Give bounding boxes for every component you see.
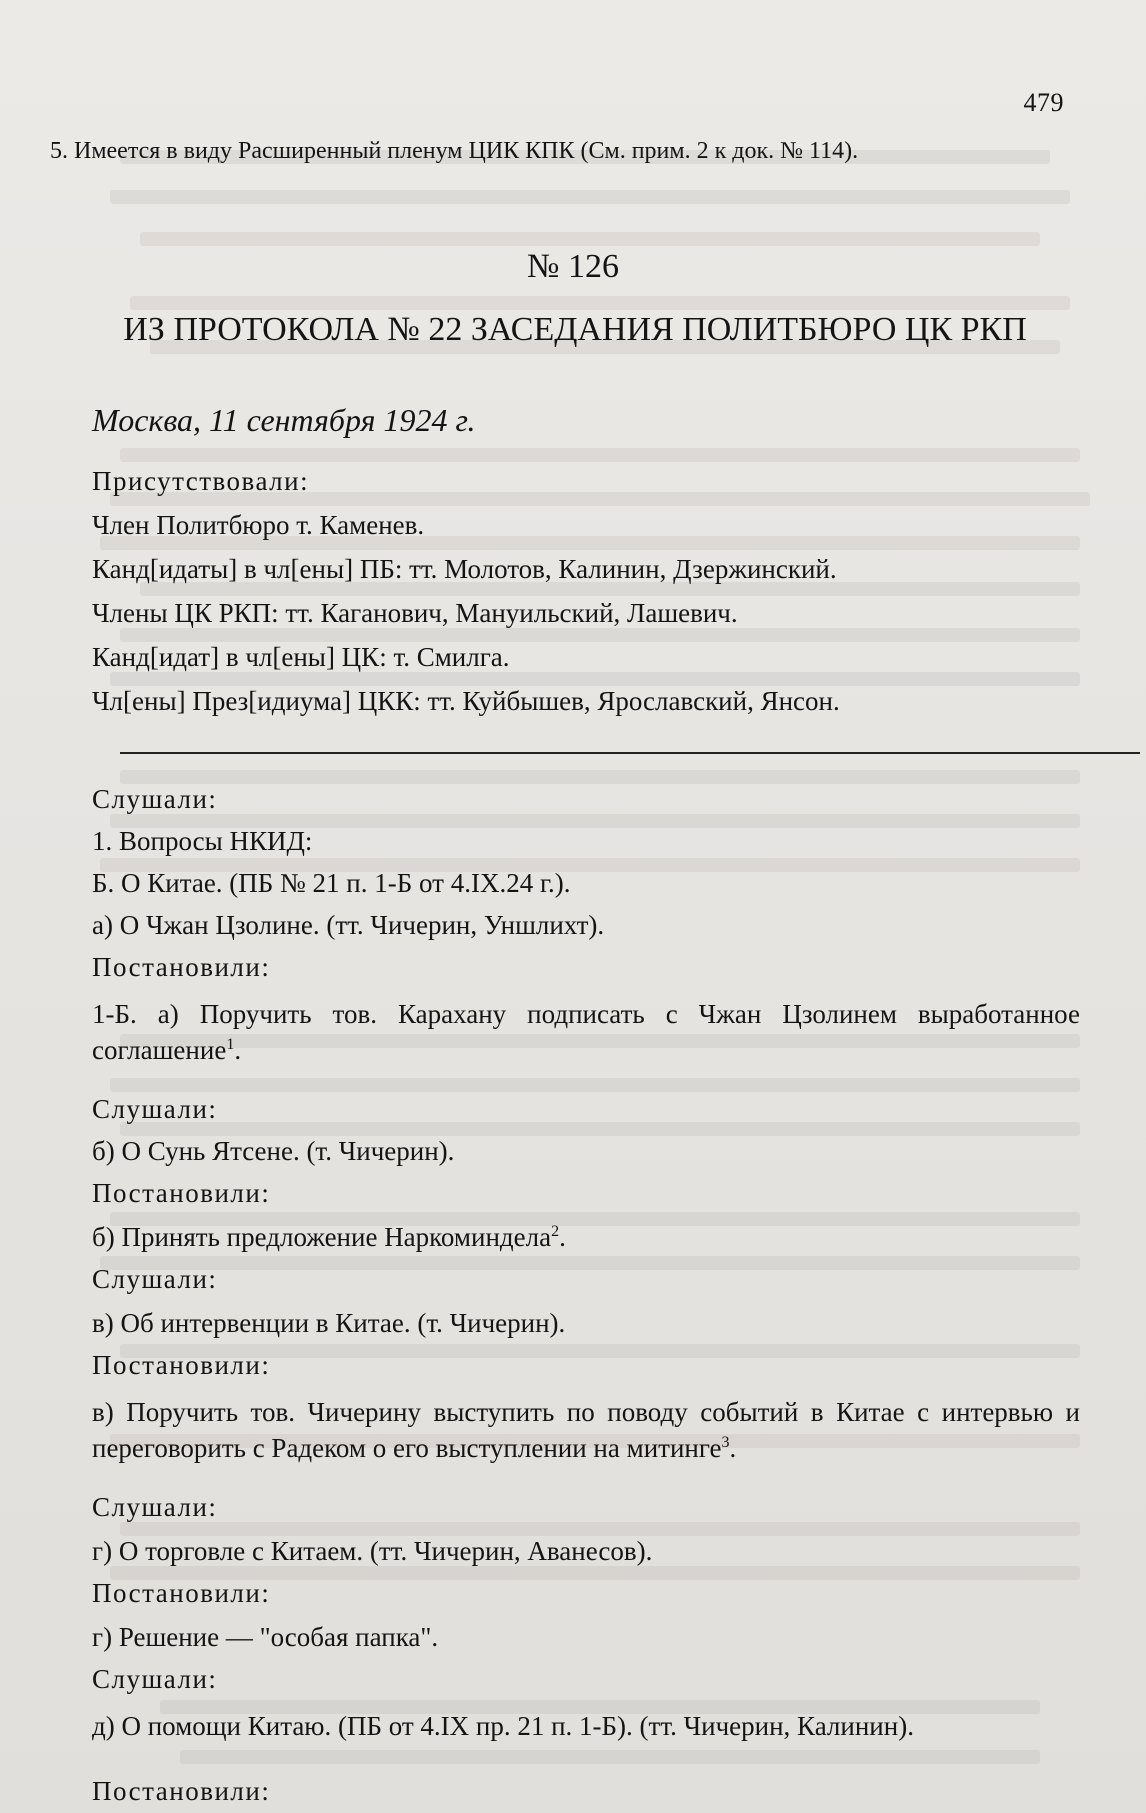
heard-label: Слушали: [92, 1264, 218, 1294]
resolution-v-text: в) Поручить тов. Чичерину выступить по поводу событий в Китае с интервью и переговорить с Радеком о его выступлении на митинге [92, 1397, 1080, 1463]
document-number: № 126 [527, 248, 619, 285]
section-divider [120, 752, 1140, 754]
resolution-a: 1-Б. а) Поручить тов. Карахану подписать с Чжан Цзолинем выработанное соглашение$^1$. [92, 999, 1080, 1065]
agenda-item: г) О торговле с Китаем. (тт. Чичерин, Аванесов). [92, 1536, 653, 1566]
heard-label: Слушали: [92, 1664, 218, 1694]
resolved-label: Постановили: [92, 1178, 271, 1208]
note-ref: 1 [226, 1036, 235, 1053]
resolved-label: Постановили: [92, 1578, 271, 1608]
footnote-5: 5. Имеется в виду Расширенный пленум ЦИК КПК (См. прим. 2 к док. № 114). [50, 138, 859, 164]
resolution-g: г) Решение — "особая папка". [92, 1622, 439, 1652]
agenda-item-d-text: д) О помощи Китаю. (ПБ от 4.IX пр. 21 п. 1-Б). (тт. Чичерин, Калинин). [92, 1711, 914, 1741]
agenda-item: в) Об интервенции в Китае. (т. Чичерин). [92, 1308, 566, 1338]
agenda-item: а) О Чжан Цзолине. (тт. Чичерин, Уншлихт). [92, 910, 605, 940]
agenda-item: 1. Вопросы НКИД: [92, 826, 313, 856]
page-number: 479 [1023, 88, 1064, 117]
resolution-b-text: б) Принять предложение Наркоминдела [92, 1222, 552, 1252]
resolution-v: в) Поручить тов. Чичерину выступить по поводу событий в Китае с интервью и переговорить с Радеком о его выступлении на митинге$^3$. [92, 1397, 1080, 1463]
attendance-line: Канд[идат] в чл[ены] ЦК: т. Смилга. [92, 642, 510, 672]
note-ref: 2 [551, 1223, 560, 1240]
agenda-item: Б. О Китае. (ПБ № 21 п. 1-Б от 4.IX.24 г.). [92, 868, 571, 898]
document-date: Москва, 11 сентября 1924 г. [92, 402, 476, 438]
resolved-label: Постановили: [92, 952, 271, 982]
resolution-b: б) Принять предложение Наркоминдела$^2$. [92, 1222, 566, 1252]
agenda-item-d [50, 1708, 1080, 1744]
resolved-label: Постановили: [92, 1350, 271, 1380]
heard-label: Слушали: [92, 784, 218, 814]
resolution-a-text: 1-Б. а) Поручить тов. Карахану подписать с Чжан Цзолинем выработанное соглашение [92, 999, 1080, 1065]
heard-label: Слушали: [92, 1094, 218, 1124]
heard-label: Слушали: [92, 1492, 218, 1522]
note-ref: 3 [721, 1434, 730, 1451]
resolved-label: Постановили: [92, 1776, 271, 1806]
attendance-line: Член Политбюро т. Каменев. [92, 510, 425, 540]
attendance-line: Канд[идаты] в чл[ены] ПБ: тт. Молотов, Калинин, Дзержинский. [92, 554, 837, 584]
document-title: ИЗ ПРОТОКОЛА № 22 ЗАСЕДАНИЯ ПОЛИТБЮРО ЦК РКП [123, 311, 1027, 348]
attendance-line: Чл[ены] През[идиума] ЦКК: тт. Куйбышев, Ярославский, Янсон. [92, 686, 840, 716]
attendance-line: Члены ЦК РКП: тт. Каганович, Мануильский, Лашевич. [92, 598, 738, 628]
attendance-heading: Присутствовали: [92, 466, 310, 496]
agenda-item: б) О Сунь Ятсене. (т. Чичерин). [92, 1136, 455, 1166]
